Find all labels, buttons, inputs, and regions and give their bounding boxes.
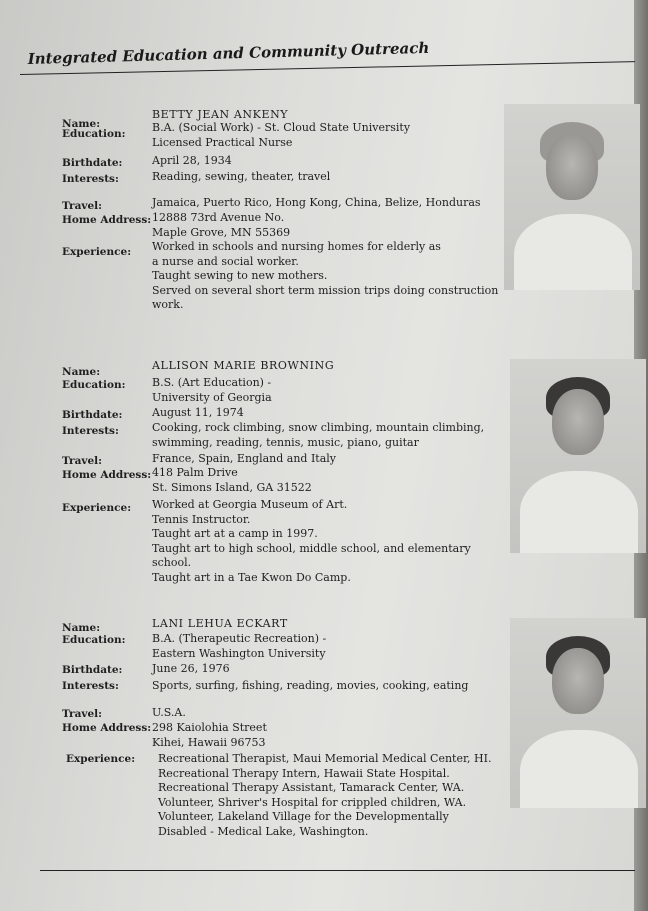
birthdate-value: August 11, 1974 — [152, 406, 244, 419]
education-label: Education: — [62, 379, 126, 391]
home-address-value: 418 Palm Drive St. Simons Island, GA 31522 — [152, 466, 312, 494]
experience-value: Worked at Georgia Museum of Art. Tennis Instructor. Taught art at a camp in 1997. Taught art to high school, middle school, and elementary school. Taught art in a Tae Kwon Do Camp. — [152, 498, 471, 584]
travel-label: Travel: — [62, 200, 103, 212]
profile-name: BETTY JEAN ANKENY — [152, 108, 289, 121]
interests-label: Interests: — [62, 425, 119, 437]
name-label: Name: — [62, 622, 101, 634]
birthdate-label: Birthdate: — [62, 409, 123, 421]
profile-name: LANI LEHUA ECKART — [152, 617, 288, 630]
home-address-value: 12888 73rd Avenue No. Maple Grove, MN 55369 — [152, 211, 291, 239]
experience-label: Experience: — [66, 753, 136, 765]
interests-value: Sports, surfing, fishing, reading, movies, cooking, eating — [152, 679, 469, 692]
interests-value: Cooking, rock climbing, snow climbing, mountain climbing, swimming, reading, tennis, music, piano, guitar — [152, 421, 485, 449]
travel-label: Travel: — [62, 708, 103, 720]
footer-divider — [40, 870, 635, 871]
experience-value: Recreational Therapist, Maui Memorial Medical Center, HI. Recreational Therapy Intern, Hawaii State Hospital. Recreational Therapy Assistant, Tamarack Center, WA. Volunteer, Shriver's Hospital for crippled children, WA. Volunteer, Lakeland Village for the Developmentally Disabled - Medical Lake, Washington. — [158, 752, 492, 838]
interests-label: Interests: — [62, 680, 119, 692]
travel-value: Jamaica, Puerto Rico, Hong Kong, China, Belize, Honduras — [152, 196, 481, 209]
home-address-label: Home Address: — [62, 469, 152, 481]
profile-photo — [510, 359, 646, 553]
education-label: Education: — [62, 128, 126, 140]
profile-photo — [510, 618, 646, 808]
education-value: B.S. (Art Education) - University of Georgia — [152, 376, 272, 404]
interests-label: Interests: — [62, 173, 119, 185]
home-address-value: 298 Kaiolohia Street Kihei, Hawaii 96753 — [152, 721, 267, 749]
travel-value: U.S.A. — [152, 706, 186, 719]
home-address-label: Home Address: — [62, 722, 152, 734]
page-title: Integrated Education and Community Outreach — [27, 38, 430, 68]
education-value: B.A. (Therapeutic Recreation) - Eastern Washington University — [152, 632, 327, 660]
birthdate-label: Birthdate: — [62, 157, 123, 169]
experience-label: Experience: — [62, 246, 132, 258]
education-label: Education: — [62, 634, 126, 646]
name-label: Name: — [62, 366, 101, 378]
experience-label: Experience: — [62, 502, 132, 514]
interests-value: Reading, sewing, theater, travel — [152, 170, 331, 183]
birthdate-value: April 28, 1934 — [152, 154, 232, 167]
birthdate-value: June 26, 1976 — [152, 662, 230, 675]
name-label: Name: — [62, 118, 101, 130]
home-address-label: Home Address: — [62, 214, 152, 226]
education-value: B.A. (Social Work) - St. Cloud State University Licensed Practical Nurse — [152, 121, 411, 149]
travel-value: France, Spain, England and Italy — [152, 452, 337, 465]
birthdate-label: Birthdate: — [62, 664, 123, 676]
profile-name: ALLISON MARIE BROWNING — [152, 359, 335, 372]
experience-value: Worked in schools and nursing homes for elderly as a nurse and social worker. Taught sewing to new mothers. Served on several short term mission trips doing construction work. — [152, 240, 499, 311]
travel-label: Travel: — [62, 455, 103, 467]
profile-photo — [504, 104, 640, 290]
